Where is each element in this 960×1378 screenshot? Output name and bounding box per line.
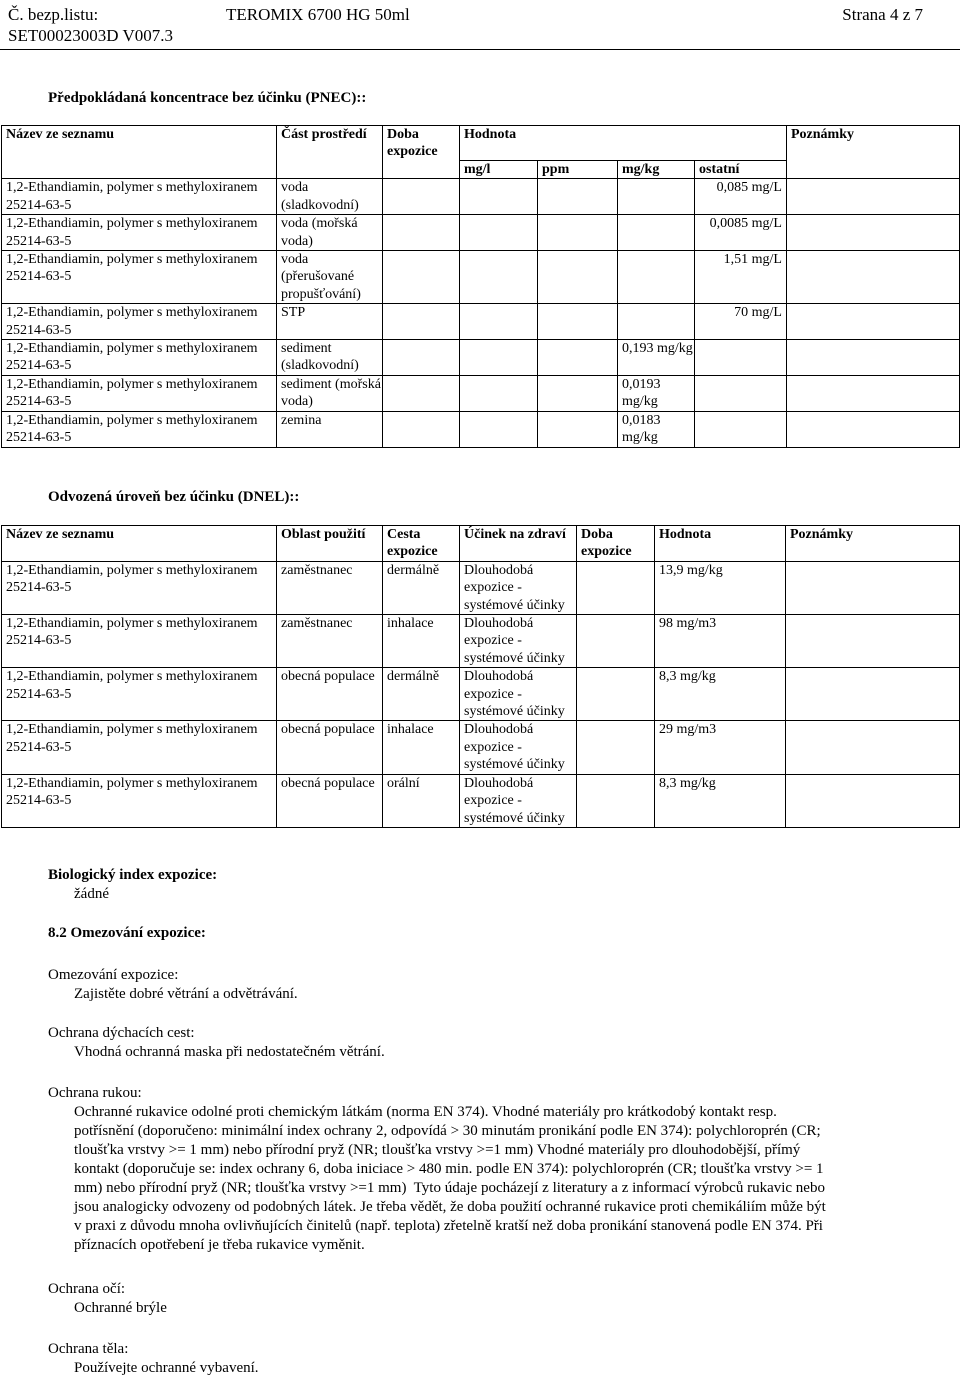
dnel-notes-cell — [786, 668, 960, 721]
dnel-substance-name: 1,2-Ethandiamin, polymer s methyloxiranem 25214-63-5 — [2, 561, 277, 614]
bio-index-value: žádné — [74, 886, 109, 902]
pnec-sub-mgl: mg/l — [460, 161, 538, 179]
pnec-duration-cell — [383, 215, 460, 251]
pnec-value-ppm — [538, 304, 618, 340]
dnel-exposure-duration — [577, 615, 655, 668]
pnec-header-name: Název ze seznamu — [2, 126, 277, 179]
dnel-health-effect: Dlouhodobá expozice - systémové účinky — [460, 561, 577, 614]
pnec-value-mgkg — [618, 179, 695, 215]
dnel-exposure-duration — [577, 668, 655, 721]
pnec-notes-cell — [787, 215, 960, 251]
dnel-value: 13,9 mg/kg — [655, 561, 786, 614]
pnec-environment-part: voda (přerušované propušťování) — [277, 251, 383, 304]
body-protection-section — [48, 1340, 918, 1378]
pnec-value-other — [695, 375, 787, 411]
dnel-exposure-route: dermálně — [383, 561, 460, 614]
dnel-row — [2, 561, 960, 614]
sds-code: SET00023003D V007.3 — [8, 26, 173, 45]
pnec-value-ppm — [538, 375, 618, 411]
exposure-limit-label: Omezování expozice: — [48, 967, 179, 983]
pnec-row — [2, 375, 960, 411]
pnec-value-other — [695, 411, 787, 447]
dnel-exposure-duration — [577, 721, 655, 774]
hand-protection-line: mm) nebo přírodní pryž (NR; tloušťka vrstvy >=1 mm) Tyto údaje pocházejí z literatury a z informací výrobců rukavic nebo — [74, 1180, 825, 1196]
pnec-substance-name: 1,2-Ethandiamin, polymer s methyloxiranem 25214-63-5 — [2, 375, 277, 411]
pnec-value-ppm — [538, 411, 618, 447]
dnel-notes-cell — [786, 774, 960, 827]
pnec-substance-name: 1,2-Ethandiamin, polymer s methyloxiranem 25214-63-5 — [2, 340, 277, 376]
pnec-value-mgl — [460, 179, 538, 215]
pnec-sub-other: ostatní — [695, 161, 787, 179]
pnec-value-other: 1,51 mg/L — [695, 251, 787, 304]
pnec-value-ppm — [538, 215, 618, 251]
respiratory-section — [48, 1024, 918, 1062]
exposure-limit-section — [48, 966, 918, 1004]
hand-protection-line: jsou analogicky odvozeny od podobných látek. Je třeba vědět, že doba použití ochranné rukavice proti chemikáliím může být — [74, 1199, 826, 1215]
pnec-environment-part: voda (mořská voda) — [277, 215, 383, 251]
pnec-notes-cell — [787, 251, 960, 304]
header-divider — [0, 49, 960, 50]
pnec-environment-part: sediment (sladkovodní) — [277, 340, 383, 376]
pnec-row — [2, 304, 960, 340]
dnel-substance-name: 1,2-Ethandiamin, polymer s methyloxiranem 25214-63-5 — [2, 774, 277, 827]
dnel-notes-cell — [786, 615, 960, 668]
pnec-environment-part: STP — [277, 304, 383, 340]
pnec-table — [1, 125, 960, 448]
dnel-health-effect: Dlouhodobá expozice - systémové účinky — [460, 615, 577, 668]
eye-protection-text: Ochranné brýle — [74, 1300, 167, 1316]
hand-protection-text — [48, 1103, 918, 1255]
pnec-duration-cell — [383, 251, 460, 304]
pnec-sub-mgkg: mg/kg — [618, 161, 695, 179]
section-8-2-title: 8.2 Omezování expozice: — [48, 925, 206, 941]
pnec-value-ppm — [538, 179, 618, 215]
hand-protection-line: Ochranné rukavice odolné proti chemickým látkám (norma EN 374). Vhodné materiály pro krátkodobý kontakt resp. — [74, 1104, 777, 1120]
pnec-notes-cell — [787, 411, 960, 447]
sds-number-label: Č. bezp.listu: — [8, 5, 99, 24]
dnel-header-notes: Poznámky — [786, 526, 960, 562]
bio-index-title: Biologický index expozice: — [48, 867, 218, 883]
dnel-notes-cell — [786, 561, 960, 614]
pnec-notes-cell — [787, 179, 960, 215]
pnec-value-mgkg — [618, 215, 695, 251]
dnel-value: 98 mg/m3 — [655, 615, 786, 668]
pnec-substance-name: 1,2-Ethandiamin, polymer s methyloxiranem 25214-63-5 — [2, 251, 277, 304]
pnec-value-other: 0,085 mg/L — [695, 179, 787, 215]
dnel-value: 29 mg/m3 — [655, 721, 786, 774]
dnel-health-effect: Dlouhodobá expozice - systémové účinky — [460, 668, 577, 721]
pnec-value-mgkg: 0,0183 mg/kg — [618, 411, 695, 447]
dnel-substance-name: 1,2-Ethandiamin, polymer s methyloxiranem 25214-63-5 — [2, 668, 277, 721]
dnel-health-effect: Dlouhodobá expozice - systémové účinky — [460, 774, 577, 827]
pnec-duration-cell — [383, 340, 460, 376]
dnel-value: 8,3 mg/kg — [655, 668, 786, 721]
pnec-environment-part: voda (sladkovodní) — [277, 179, 383, 215]
pnec-duration-cell — [383, 179, 460, 215]
pnec-value-other — [695, 340, 787, 376]
pnec-title: Předpokládaná koncentrace bez účinku (PNEC):: — [48, 90, 367, 106]
pnec-value-mgl — [460, 375, 538, 411]
body-protection-text: Používejte ochranné vybavení. — [74, 1360, 259, 1376]
dnel-header-effect: Účinek na zdraví — [460, 526, 577, 562]
pnec-environment-part: zemina — [277, 411, 383, 447]
pnec-notes-cell — [787, 304, 960, 340]
dnel-row — [2, 668, 960, 721]
hand-protection-line: kontakt (doporučuje se: index ochrany 6, doba iniciace > 480 min. podle EN 374): polychloroprén (CR; tloušťka vrstvy >= 1 — [74, 1161, 824, 1177]
dnel-substance-name: 1,2-Ethandiamin, polymer s methyloxiranem 25214-63-5 — [2, 721, 277, 774]
pnec-value-other: 70 mg/L — [695, 304, 787, 340]
pnec-row — [2, 179, 960, 215]
exposure-limit-text: Zajistěte dobré větrání a odvětrávání. — [74, 986, 298, 1002]
pnec-substance-name: 1,2-Ethandiamin, polymer s methyloxiranem 25214-63-5 — [2, 179, 277, 215]
respiratory-text: Vhodná ochranná maska při nedostatečném větrání. — [74, 1044, 385, 1060]
pnec-header-notes: Poznámky — [787, 126, 960, 179]
pnec-value-mgl — [460, 215, 538, 251]
dnel-notes-cell — [786, 721, 960, 774]
pnec-row — [2, 215, 960, 251]
pnec-duration-cell — [383, 304, 460, 340]
dnel-header-name: Název ze seznamu — [2, 526, 277, 562]
dnel-use-area: obecná populace — [277, 668, 383, 721]
dnel-exposure-duration — [577, 561, 655, 614]
dnel-exposure-route: inhalace — [383, 615, 460, 668]
pnec-value-other: 0,0085 mg/L — [695, 215, 787, 251]
dnel-use-area: zaměstnanec — [277, 561, 383, 614]
dnel-title: Odvozená úroveň bez účinku (DNEL):: — [48, 489, 300, 505]
pnec-environment-part: sediment (mořská voda) — [277, 375, 383, 411]
dnel-header-value: Hodnota — [655, 526, 786, 562]
dnel-row — [2, 615, 960, 668]
dnel-row — [2, 721, 960, 774]
pnec-notes-cell — [787, 375, 960, 411]
pnec-substance-name: 1,2-Ethandiamin, polymer s methyloxiranem 25214-63-5 — [2, 304, 277, 340]
dnel-header-route: Cesta expozice — [383, 526, 460, 562]
pnec-value-ppm — [538, 340, 618, 376]
hand-protection-line: potřísnění (doporučeno: minimální index ochrany 2, odpovídá > 30 minutám pronikání podle EN 374): polychloroprén (CR; — [74, 1123, 821, 1139]
dnel-use-area: obecná populace — [277, 774, 383, 827]
pnec-value-mgl — [460, 304, 538, 340]
pnec-header-duration: Doba expozice — [383, 126, 460, 179]
hand-protection-line: příznacích opotřebení je třeba rukavice vyměnit. — [74, 1237, 365, 1253]
product-name: TEROMIX 6700 HG 50ml — [226, 5, 410, 24]
bio-index-section — [48, 866, 918, 904]
pnec-value-ppm — [538, 251, 618, 304]
dnel-table — [1, 525, 960, 828]
body-protection-label: Ochrana těla: — [48, 1341, 129, 1357]
pnec-header-value: Hodnota — [460, 126, 787, 161]
dnel-exposure-route: inhalace — [383, 721, 460, 774]
pnec-duration-cell — [383, 375, 460, 411]
dnel-use-area: zaměstnanec — [277, 615, 383, 668]
pnec-row — [2, 340, 960, 376]
dnel-health-effect: Dlouhodobá expozice - systémové účinky — [460, 721, 577, 774]
pnec-value-mgl — [460, 340, 538, 376]
dnel-row — [2, 774, 960, 827]
pnec-value-mgl — [460, 411, 538, 447]
dnel-exposure-route: orální — [383, 774, 460, 827]
pnec-notes-cell — [787, 340, 960, 376]
respiratory-label: Ochrana dýchacích cest: — [48, 1025, 195, 1041]
dnel-use-area: obecná populace — [277, 721, 383, 774]
pnec-duration-cell — [383, 411, 460, 447]
eye-protection-section — [48, 1280, 918, 1318]
pnec-row — [2, 251, 960, 304]
pnec-value-mgkg — [618, 304, 695, 340]
pnec-sub-ppm: ppm — [538, 161, 618, 179]
dnel-substance-name: 1,2-Ethandiamin, polymer s methyloxiranem 25214-63-5 — [2, 615, 277, 668]
dnel-header-area: Oblast použití — [277, 526, 383, 562]
dnel-exposure-duration — [577, 774, 655, 827]
pnec-substance-name: 1,2-Ethandiamin, polymer s methyloxiranem 25214-63-5 — [2, 411, 277, 447]
dnel-header-duration: Doba expozice — [577, 526, 655, 562]
page-number: Strana 4 z 7 — [842, 5, 923, 24]
pnec-value-mgkg — [618, 251, 695, 304]
pnec-row — [2, 411, 960, 447]
pnec-substance-name: 1,2-Ethandiamin, polymer s methyloxiranem 25214-63-5 — [2, 215, 277, 251]
hand-protection-label: Ochrana rukou: — [48, 1085, 142, 1101]
pnec-value-mgkg: 0,0193 mg/kg — [618, 375, 695, 411]
hand-protection-line: v praxi z důvodu mnoha ovlivňujících činitelů (např. teplota) zřetelně kratší než doba pronikání stanovená podle EN 374. Při — [74, 1218, 823, 1234]
hand-protection-section — [48, 1084, 918, 1255]
pnec-header-part: Část prostředí — [277, 126, 383, 179]
pnec-value-mgl — [460, 251, 538, 304]
dnel-value: 8,3 mg/kg — [655, 774, 786, 827]
eye-protection-label: Ochrana očí: — [48, 1281, 126, 1297]
pnec-value-mgkg: 0,193 mg/kg — [618, 340, 695, 376]
dnel-exposure-route: dermálně — [383, 668, 460, 721]
hand-protection-line: tloušťka vrstvy >= 1 mm) nebo přírodní pryž (NR; tloušťka vrstvy >=1 mm) Vhodné materiály pro dlouhodobější, přímý — [74, 1142, 801, 1158]
